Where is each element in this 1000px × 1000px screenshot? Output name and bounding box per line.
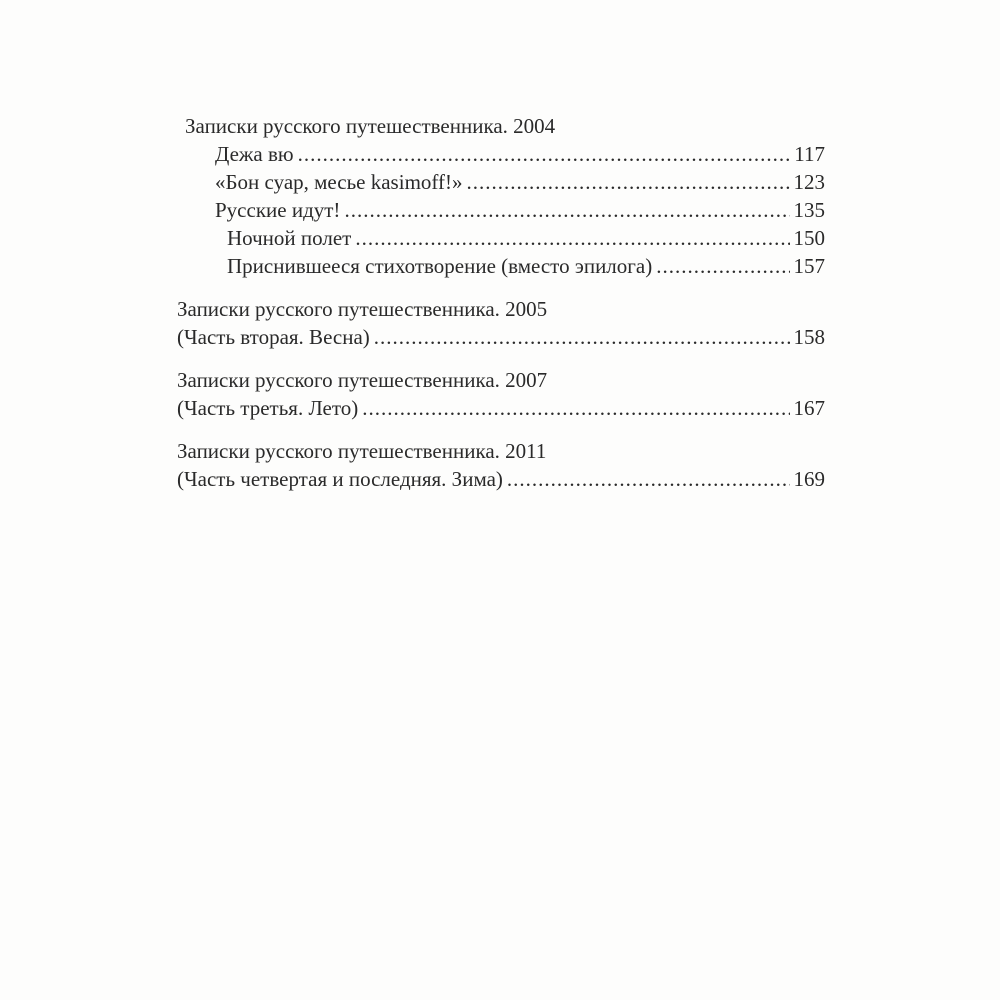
toc-entry[interactable] bbox=[185, 252, 825, 280]
dot-leader bbox=[298, 140, 791, 168]
table-of-contents bbox=[177, 112, 825, 508]
toc-entry-title: (Часть четвертая и последняя. Зима) bbox=[177, 467, 503, 491]
toc-heading: Записки русского путешественника. 2007 bbox=[177, 368, 548, 392]
toc-entry-title: Русские идут! bbox=[215, 198, 341, 222]
toc-entry-title: Дежа вю bbox=[215, 142, 294, 166]
toc-group-2007 bbox=[177, 366, 825, 422]
toc-group-2011 bbox=[177, 437, 825, 493]
toc-entry[interactable] bbox=[185, 224, 825, 252]
toc-entry[interactable] bbox=[177, 465, 825, 493]
toc-page-number: 117 bbox=[794, 142, 825, 166]
dot-leader bbox=[467, 168, 790, 196]
toc-page-number: 157 bbox=[793, 254, 825, 278]
toc-page-number: 167 bbox=[793, 396, 825, 420]
toc-entry-title: «Бон суар, месье kasimoff!» bbox=[215, 170, 463, 194]
toc-heading: Записки русского путешественника. 2005 bbox=[177, 297, 548, 321]
toc-entry-title: (Часть третья. Лето) bbox=[177, 396, 359, 420]
toc-entry-title: Приснившееся стихотворение (вместо эпилога) bbox=[227, 254, 653, 278]
dot-leader bbox=[355, 224, 789, 252]
toc-page-number: 123 bbox=[793, 170, 825, 194]
dot-leader bbox=[507, 465, 790, 493]
dot-leader bbox=[362, 394, 789, 422]
toc-page-number: 150 bbox=[793, 226, 825, 250]
toc-entry[interactable] bbox=[177, 394, 825, 422]
toc-page-number: 135 bbox=[793, 198, 825, 222]
toc-entry-title: Ночной полет bbox=[227, 226, 352, 250]
dot-leader bbox=[374, 323, 790, 351]
toc-entry[interactable] bbox=[185, 168, 825, 196]
toc-entry[interactable] bbox=[185, 140, 825, 168]
toc-page-number: 158 bbox=[793, 325, 825, 349]
toc-entry-title: (Часть вторая. Весна) bbox=[177, 325, 370, 349]
toc-heading: Записки русского путешественника. 2011 bbox=[177, 439, 547, 463]
toc-group-2004 bbox=[185, 112, 825, 280]
toc-group-2005 bbox=[177, 295, 825, 351]
toc-entry[interactable] bbox=[185, 196, 825, 224]
toc-entry[interactable] bbox=[177, 323, 825, 351]
toc-page-number: 169 bbox=[793, 467, 825, 491]
dot-leader bbox=[656, 252, 789, 280]
dot-leader bbox=[344, 196, 789, 224]
toc-heading: Записки русского путешественника. 2004 bbox=[185, 114, 556, 138]
